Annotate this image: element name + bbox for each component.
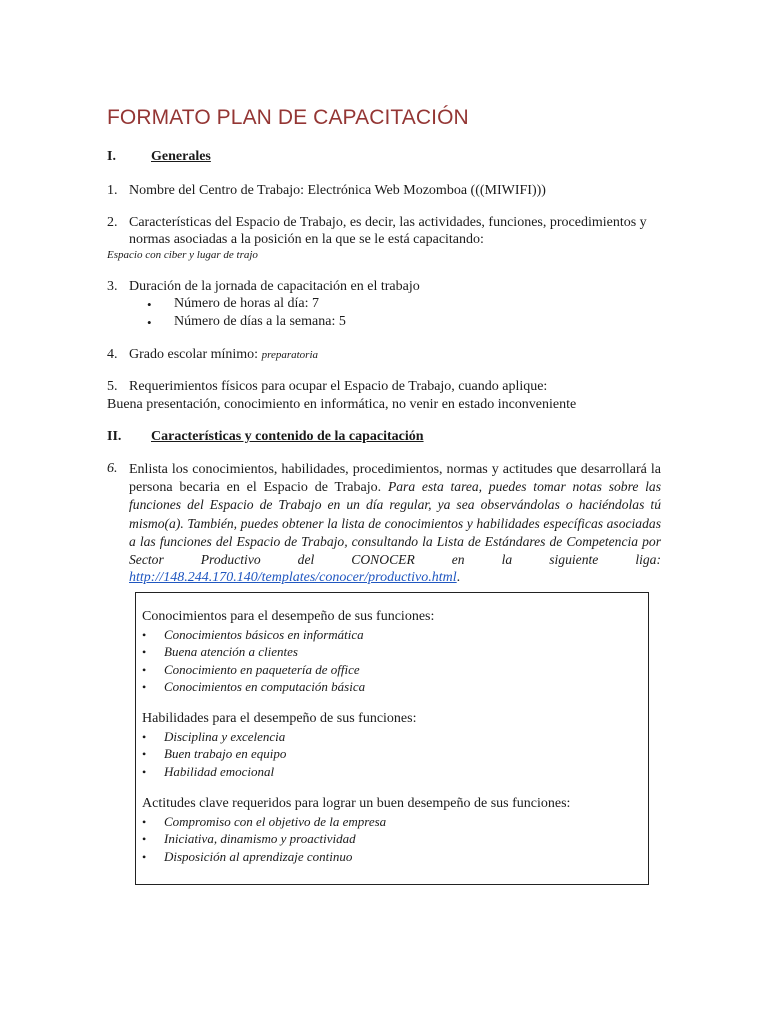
item-1-number: 1.: [107, 183, 118, 198]
actitudes-heading: Actitudes clave requeridos para lograr un buen desempeño de sus funciones:: [142, 796, 571, 811]
item-2-line-1: Características del Espacio de Trabajo, es decir, las actividades, funciones, procedimientos y: [129, 215, 647, 230]
page-title: FORMATO PLAN DE CAPACITACIÓN: [107, 106, 469, 129]
bullet-icon: •: [147, 297, 152, 312]
bullet-icon: •: [142, 747, 147, 761]
conocimiento-item: Conocimiento en paquetería de office: [164, 662, 360, 677]
bullet-icon: •: [142, 645, 147, 659]
item-6-period: .: [456, 570, 461, 586]
section-2-heading: Características y contenido de la capacitación: [151, 429, 424, 444]
item-2-number: 2.: [107, 215, 118, 230]
bullet-icon: •: [142, 680, 147, 694]
habilidad-item: Disciplina y excelencia: [164, 729, 286, 744]
actitud-item: Compromiso con el objetivo de la empresa: [164, 814, 387, 829]
section-2-numeral: II.: [107, 429, 122, 444]
item-4-line: [129, 347, 318, 363]
bullet-icon: •: [142, 628, 147, 642]
item-5-text: Requerimientos físicos para ocupar el Espacio de Trabajo, cuando aplique:: [129, 379, 548, 394]
item-2-answer: Espacio con ciber y lugar de trajo: [107, 249, 258, 261]
conocimiento-item: Conocimientos en computación básica: [164, 679, 366, 694]
section-1-numeral: I.: [107, 149, 116, 164]
habilidades-heading: Habilidades para el desempeño de sus funciones:: [142, 711, 417, 726]
item-6-number: 6.: [107, 461, 118, 476]
bullet-icon: •: [142, 765, 147, 779]
item-5-number: 5.: [107, 379, 118, 394]
bullet-icon: •: [142, 832, 147, 846]
habilidad-item: Habilidad emocional: [164, 764, 275, 779]
item-6-plain-text: Enlista los conocimientos, habilidades, procedimientos, normas y actitudes que desarrollará la persona becaria en el Espacio de Trabajo.: [129, 462, 661, 496]
item-5-answer: Buena presentación, conocimiento en informática, no venir en estado inconveniente: [107, 397, 577, 412]
conocer-link[interactable]: http://148.244.170.140/templates/conocer/productivo.html: [129, 570, 457, 586]
conocimiento-item: Buena atención a clientes: [164, 644, 298, 659]
item-4-answer: preparatoria: [261, 349, 319, 361]
item-3-bullet-1: Número de horas al día: 7: [174, 296, 320, 311]
bullet-icon: •: [142, 730, 147, 744]
bullet-icon: •: [147, 315, 152, 330]
capacitacion-content-box: [135, 592, 649, 885]
item-3-bullet-2: Número de días a la semana: 5: [174, 314, 346, 329]
item-6-paragraph: [129, 461, 661, 586]
item-4-label: Grado escolar mínimo:: [129, 347, 259, 362]
actitud-item: Disposición al aprendizaje continuo: [164, 849, 353, 864]
item-6-italic-text: Para esta tarea, puedes tomar notas sobre las funciones del Espacio de Trabajo en un día regular, ya sea observándolas o haciéndolas tú mismo(a). También, puedes obtener la lista de conocimientos y habilidades específicas asociadas a las funciones del Espacio de Trabajo, consultando la Lista de Estándares de Competencia por Sector Productivo del CONOCER en la siguiente liga:: [129, 479, 661, 568]
item-3-number: 3.: [107, 279, 118, 294]
conocimientos-heading: Conocimientos para el desempeño de sus funciones:: [142, 609, 435, 624]
actitud-item: Iniciativa, dinamismo y proactividad: [164, 831, 356, 846]
item-1-text: Nombre del Centro de Trabajo: Electrónica Web Mozomboa (((MIWIFI))): [129, 183, 546, 198]
conocimiento-item: Conocimientos básicos en informática: [164, 627, 364, 642]
item-4-number: 4.: [107, 347, 118, 362]
item-3-text: Duración de la jornada de capacitación en el trabajo: [129, 279, 420, 294]
bullet-icon: •: [142, 850, 147, 864]
habilidad-item: Buen trabajo en equipo: [164, 746, 287, 761]
bullet-icon: •: [142, 663, 147, 677]
bullet-icon: •: [142, 815, 147, 829]
item-2-line-2: normas asociadas a la posición en la que se le está capacitando:: [129, 232, 484, 247]
section-1-heading: Generales: [151, 149, 211, 164]
